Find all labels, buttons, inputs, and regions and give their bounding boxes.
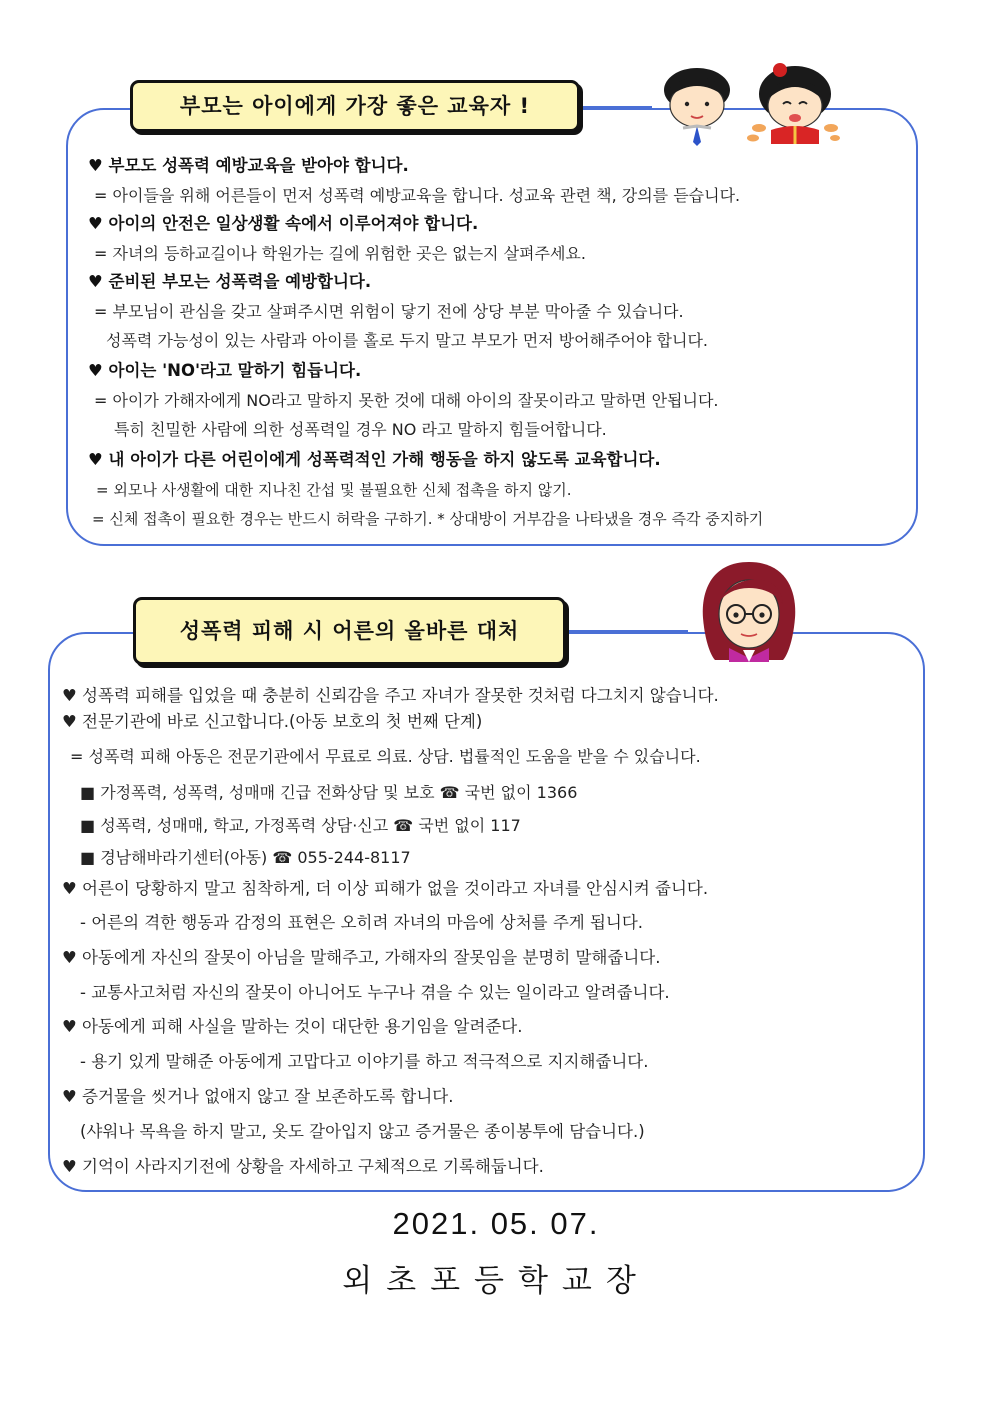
s2-line: ♥ 증거물을 씻거나 없애지 않고 잘 보존하도록 합니다.: [62, 1087, 454, 1106]
section2-title: 성폭력 피해 시 어른의 올바른 대처: [133, 597, 566, 665]
s2-line: ♥ 기억이 사라지기전에 상황을 자세하고 구체적으로 기록해둡니다.: [62, 1157, 544, 1176]
s1-line: 특히 친밀한 사람에 의한 성폭력일 경우 NO 라고 말하지 힘들어합니다.: [114, 420, 607, 439]
s2-line: ♥ 전문기관에 바로 신고합니다.(아동 보호의 첫 번째 단계): [62, 712, 483, 731]
section1-header-line: [580, 106, 652, 108]
s1-line: = 아이들을 위해 어른들이 먼저 성폭력 예방교육을 합니다. 성교육 관련 책, 강의를 듣습니다.: [94, 186, 741, 205]
s1-line: = 외모나 사생활에 대한 지나친 간섭 및 불필요한 신체 접촉을 하지 않기.: [96, 481, 572, 499]
s1-line: = 부모님이 관심을 갖고 살펴주시면 위험이 닿기 전에 상당 부분 막아줄 수 있습니다.: [94, 302, 684, 321]
s1-line: = 신체 접촉이 필요한 경우는 반드시 허락을 구하기. * 상대방이 거부감을 나타냈을 경우 즉각 중지하기: [92, 510, 764, 528]
s1-line: 성폭력 가능성이 있는 사람과 아이를 홀로 두지 말고 부모가 먼저 방어해주어야 합니다.: [106, 331, 708, 350]
boy-and-girl-cartoon-icon: [655, 58, 840, 148]
school-principal-signature: 외초포등학교장: [342, 1263, 650, 1299]
s2-line: (샤워나 목욕을 하지 말고, 옷도 갈아입지 않고 증거물은 종이봉투에 담습니다.): [80, 1122, 645, 1141]
section2-header-line: [566, 630, 688, 632]
woman-with-glasses-cartoon-icon: [693, 558, 805, 666]
s2-line: ■ 경남해바라기센터(아동) ☎ 055-244-8117: [80, 848, 411, 867]
s1-line: ♥ 준비된 부모는 성폭력을 예방합니다.: [88, 272, 372, 291]
s2-line: ■ 성폭력, 성매매, 학교, 가정폭력 상담·신고 ☎ 국번 없이 117: [80, 816, 521, 835]
s2-line: - 교통사고처럼 자신의 잘못이 아니어도 누구나 겪을 수 있는 일이라고 알려줍니다.: [80, 983, 670, 1002]
s2-line: ♥ 성폭력 피해를 입었을 때 충분히 신뢰감을 주고 자녀가 잘못한 것처럼 다그치지 않습니다.: [62, 686, 719, 705]
s2-line: - 어른의 격한 행동과 감정의 표현은 오히려 자녀의 마음에 상처를 주게 됩니다.: [80, 913, 644, 932]
s2-line: ♥ 아동에게 피해 사실을 말하는 것이 대단한 용기임을 알려준다.: [62, 1017, 523, 1036]
s2-line: ♥ 아동에게 자신의 잘못이 아님을 말해주고, 가해자의 잘못임을 분명히 말해줍니다.: [62, 948, 661, 967]
document-date: 2021. 05. 07.: [392, 1206, 600, 1241]
s1-line: ♥ 아이는 'NO'라고 말하기 힘듭니다.: [88, 361, 362, 380]
s1-line: = 자녀의 등하교길이나 학원가는 길에 위험한 곳은 없는지 살펴주세요.: [94, 244, 586, 263]
s2-line: = 성폭력 피해 아동은 전문기관에서 무료로 의료. 상담. 법률적인 도움을 받을 수 있습니다.: [70, 747, 701, 766]
s2-line: ♥ 어른이 당황하지 말고 침착하게, 더 이상 피해가 없을 것이라고 자녀를 안심시켜 줍니다.: [62, 879, 709, 898]
s1-line: ♥ 부모도 성폭력 예방교육을 받아야 합니다.: [88, 156, 409, 175]
section1-title: 부모는 아이에게 가장 좋은 교육자 !: [130, 80, 580, 132]
s1-line: ♥ 내 아이가 다른 어린이에게 성폭력적인 가해 행동을 하지 않도록 교육합니다.: [88, 450, 661, 469]
s2-line: - 용기 있게 말해준 아동에게 고맙다고 이야기를 하고 적극적으로 지지해줍니다.: [80, 1052, 649, 1071]
s2-line: ■ 가정폭력, 성폭력, 성매매 긴급 전화상담 및 보호 ☎ 국번 없이 1366: [80, 783, 578, 802]
s1-line: ♥ 아이의 안전은 일상생활 속에서 이루어져야 합니다.: [88, 214, 479, 233]
s1-line: = 아이가 가해자에게 NO라고 말하지 못한 것에 대해 아이의 잘못이라고 말하면 안됩니다.: [94, 391, 719, 410]
